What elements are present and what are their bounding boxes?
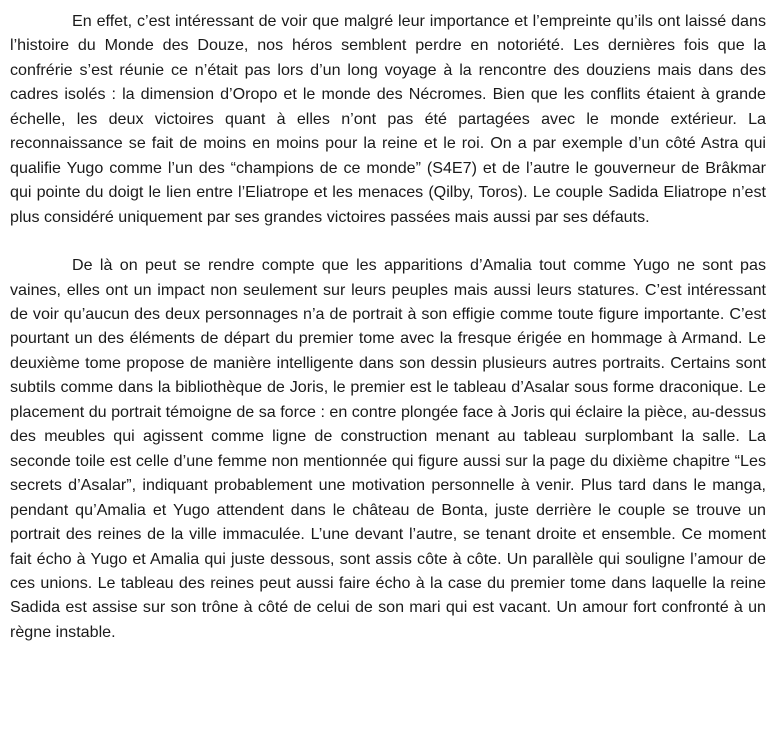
paragraph-1: En effet, c’est intéressant de voir que malgré leur importance et l’empreinte qu’ils ont laissé dans l’histoire du Monde des Douze, nos héros semblent perdre en notoriété. Les dernières fois que la confrérie s’est réunie ce n’était pas lors d’un long voyage à la rencontre des douziens mais dans des cadres isolés : la dimension d’Oropo et le monde des Nécromes. Bien que les conflits étaient à grande échelle, les deux victoires quant à elles n’ont pas été partagées avec le monde extérieur. La reconnaissance se fait de moins en moins pour la reine et le roi. On a par exemple d’un côté Astra qui qualifie Yugo comme l’un des “champions de ce monde” (S4E7) et de l’autre le gouverneur de Brâkmar qui pointe du doigt le lien entre l’Eliatrope et les menaces (Qilby, Toros). Le couple Sadida Eliatrope n’est plus considéré uniquement par ses grandes victoires passées mais aussi par ses défauts. (10, 12, 766, 226)
paragraph-2: De là on peut se rendre compte que les apparitions d’Amalia tout comme Yugo ne sont pas vaines, elles ont un impact non seulement sur leurs peuples mais aussi leurs statures. C’est intéressant de voir qu’aucun des deux personnages n’a de portrait à son effigie comme toute figure importante. C’est pourtant un des éléments de départ du premier tome avec la fresque érigée en hommage à Armand. Le deuxième tome propose de manière intelligente dans son dessin plusieurs autres portraits. Certains sont subtils comme dans la bibliothèque de Joris, le premier est le tableau d’Asalar sous forme draconique. Le placement du portrait témoigne de sa force : en contre plongée face à Joris qui éclaire la pièce, au-dessus des meubles qui agissent comme ligne de construction menant au tableau surplombant la salle. La seconde toile est celle d’une femme non mentionnée qui figure aussi sur la page du dixième chapitre “Les secrets d’Asalar”, indiquant probablement une motivation personnelle à venir. Plus tard dans le manga, pendant qu’Amalia et Yugo attendent dans le château de Bonta, juste derrière le couple se trouve un portrait des reines de la ville immaculée. L’une devant l’autre, se tenant droite et ensemble. Ce moment fait écho à Yugo et Amalia qui juste dessous, sont assis côte à côte. Un parallèle qui souligne l’amour de ces unions. Le tableau des reines peut aussi faire écho à la case du premier tome dans laquelle la reine Sadida est assise sur son trône à côté de celui de son mari qui est vacant. Un amour fort confronté à un règne instable. (10, 256, 766, 641)
